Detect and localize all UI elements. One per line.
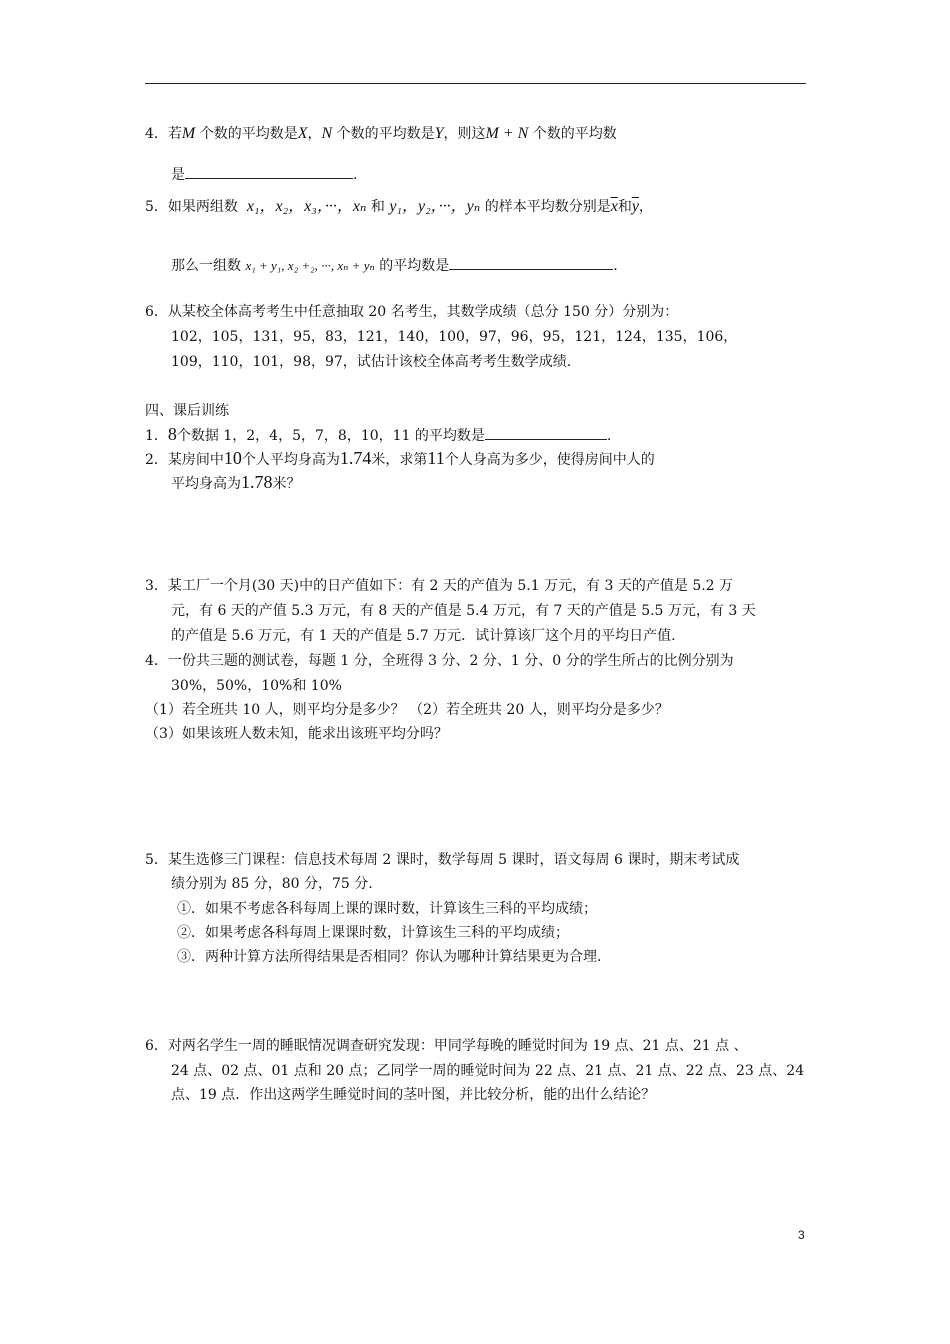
question-6-line-2: 102，105，131，95，83，121，140，100，97，96，95，121，124，135，106，: [171, 329, 738, 345]
answer-blank[interactable]: [185, 164, 353, 179]
exercise-4-line-2: 30%，50%，10%和 10%: [171, 678, 342, 694]
exercise-5-item-1: ①．如果不考虑各科每周上课的课时数，计算该生三科的平均成绩；: [177, 901, 597, 917]
exercise-4-line-4: （3）如果该班人数未知，能求出该班平均分吗？: [145, 726, 448, 742]
exercise-3-line-1: 3．某工厂一个月(30 天)中的日产值如下：有 2 天的产值为 5.1 万元，有 3 天的产值是 5.2 万: [145, 578, 734, 594]
question-4-line-1: 4．若M 个数的平均数是X，N 个数的平均数是Y，则这M + N 个数的平均数: [145, 125, 617, 142]
exercise-5-item-2: ②．如果考虑各科每周上课课时数，计算该生三科的平均成绩；: [177, 925, 569, 941]
exercise-6-line-1: 6．对两名学生一周的睡眠情况调查研究发现：甲同学每晚的睡觉时间为 19 点、21 点、21 点 、: [145, 1038, 748, 1054]
exercise-4-line-1: 4．一份共三题的测试卷，每题 1 分，全班得 3 分、2 分、1 分、0 分的学生所占的比例分别为: [145, 653, 734, 669]
answer-blank[interactable]: [485, 425, 607, 440]
question-6-line-1: 6．从某校全体高考考生中任意抽取 20 名考生，其数学成绩（总分 150 分）分别为：: [145, 304, 679, 320]
exercise-4-line-3: （1）若全班共 10 人，则平均分是多少？ （2）若全班共 20 人，则平均分是多少？: [145, 702, 669, 718]
exercise-5-line-2: 绩分别为 85 分，80 分，75 分.: [171, 876, 373, 892]
answer-blank[interactable]: [449, 255, 613, 270]
exercise-2-line-1: 2．某房间中10个人平均身高为1.74米，求第11个人身高为多少，使得房间中人的: [145, 448, 655, 468]
header-rule: [145, 83, 806, 84]
exercise-5-item-3: ③．两种计算方法所得结果是否相同？你认为哪种计算结果更为合理.: [177, 949, 602, 965]
exercise-6-line-3: 点、19 点．作出这两学生睡觉时间的茎叶图，并比较分析，能的出什么结论？: [171, 1087, 656, 1103]
exercise-6-line-2: 24 点、02 点、01 点和 20 点；乙同学一周的睡觉时间为 22 点、21 点、21 点、22 点、23 点、24: [171, 1063, 805, 1079]
exercise-3-line-2: 元，有 6 天的产值 5.3 万元，有 8 天的产值是 5.4 万元，有 7 天的产值是 5.5 万元，有 3 天: [171, 603, 756, 619]
question-4-line-2: 是 .: [171, 164, 357, 185]
section-heading: 四、课后训练: [145, 403, 229, 419]
exercise-2-line-2: 平均身高为1.78米？: [171, 472, 301, 492]
question-5-line-1: 5．如果两组数 x₁，x₂，x₃，···，xₙ 和 y₁，y₂，···，yₙ 的样本平均数分别是$\overline{x}$和$\overline{y}$，: [145, 198, 653, 215]
page-number: 3: [798, 1228, 805, 1242]
question-6-line-3: 109，110，101，98，97，试估计该校全体高考考生数学成绩.: [171, 354, 572, 370]
exercise-5-line-1: 5．某生选修三门课程：信息技术每周 2 课时，数学每周 5 课时，语文每周 6 课时，期末考试成: [145, 852, 740, 868]
exercise-3-line-3: 的产值是 5.6 万元，有 1 天的产值是 5.7 万元．试计算该厂这个月的平均日产值.: [171, 628, 676, 644]
exercise-1: 1．8个数据 1，2，4，5，7，8，10，11 的平均数是 .: [145, 424, 612, 444]
question-5-line-2: 那么一组数 x₁ + y₁, x₂ +₂, ···, xₙ + yₙ 的平均数是 .: [171, 255, 618, 276]
